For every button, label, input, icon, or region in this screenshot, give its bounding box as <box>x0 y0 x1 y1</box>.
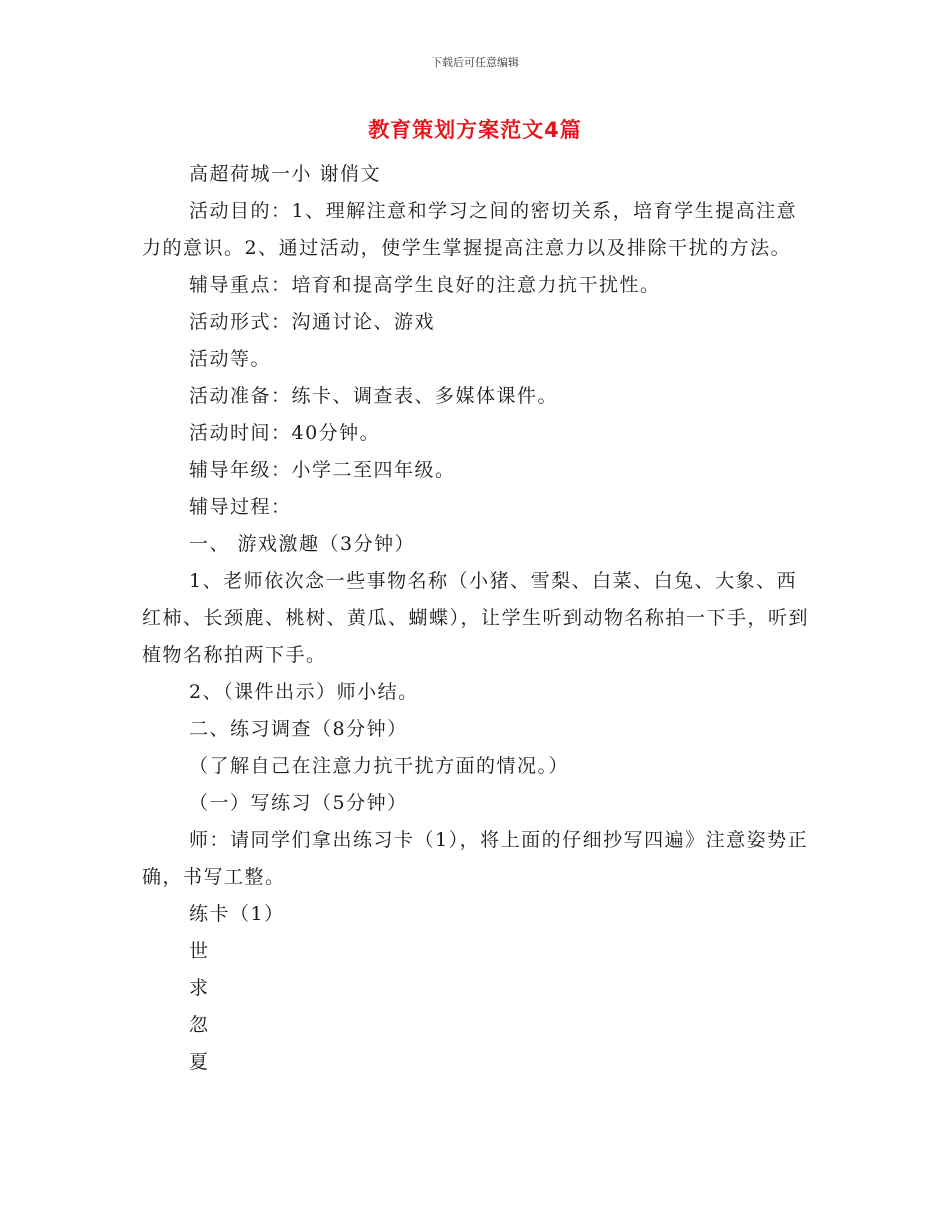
paragraph-grade: 辅导年级：小学二至四年级。 <box>189 459 456 481</box>
paragraph-note: （了解自己在注意力抗干扰方面的情况。） <box>189 755 570 777</box>
subsection-heading: （一）写练习（5分钟） <box>189 792 408 814</box>
document-body <box>142 156 812 1081</box>
paragraph-activity-etc: 活动等。 <box>189 348 272 370</box>
practice-char-3: 忽 <box>189 1014 210 1036</box>
paragraph-process-heading: 辅导过程： <box>189 496 292 518</box>
author-line: 高超荷城一小 谢俏文 <box>189 163 382 185</box>
practice-char-4: 夏 <box>189 1051 210 1073</box>
practice-char-2: 求 <box>189 977 210 999</box>
document-title: 教育策划方案范文4篇 <box>368 118 582 142</box>
section-heading-2: 二、练习调查（8分钟） <box>189 718 408 740</box>
paragraph-activity-form: 活动形式：沟通讨论、游戏 <box>189 311 436 333</box>
paragraph-preparation: 活动准备：练卡、调查表、多媒体课件。 <box>189 385 559 407</box>
practice-char-1: 世 <box>189 940 210 962</box>
paragraph-focus: 辅导重点：培育和提高学生良好的注意力抗干扰性。 <box>189 274 661 296</box>
paragraph-step-1: 1、老师依次念一些事物名称（小猪、雪梨、白菜、白兔、大象、西红柿、长颈鹿、桃树、黄瓜、蝴蝶），让学生听到动物名称拍一下手，听到植物名称拍两下手。 <box>142 570 810 666</box>
header-note: 下载后可任意编辑 <box>431 56 519 69</box>
paragraph-duration: 活动时间：40分钟。 <box>189 422 381 444</box>
section-heading-1: 一、 游戏激趣（3分钟） <box>189 533 416 555</box>
paragraph-step-2: 2、（课件出示）师小结。 <box>189 681 419 703</box>
paragraph-instruction: 师：请同学们拿出练习卡（1），将上面的仔细抄写四遍》注意姿势正确，书写工整。 <box>142 829 809 888</box>
paragraph-activity-goal: 活动目的：1、理解注意和学习之间的密切关系，培育学生提高注意力的意识。2、通过活动，使学生掌握提高注意力以及排除干扰的方法。 <box>142 200 798 259</box>
practice-card-label: 练卡（1） <box>189 903 285 925</box>
